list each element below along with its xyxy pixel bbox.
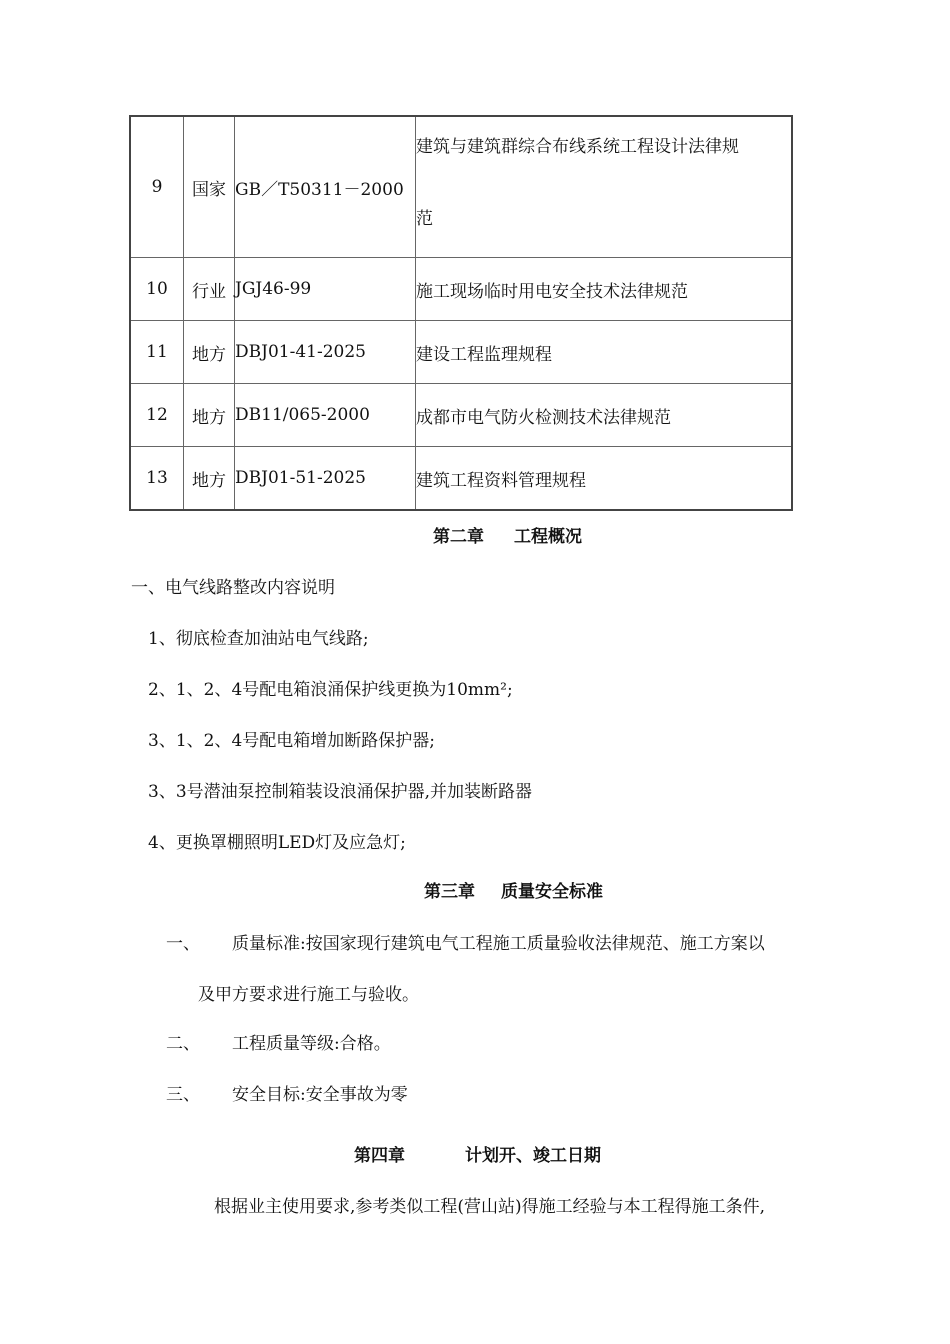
chapter4-heading-num: 第四章 [354,1146,405,1166]
table-row [130,116,792,258]
chapter2-heading-title: 工程概况 [514,527,582,547]
chapter2-item: 1、彻底检查加油站电气线路; [148,629,369,649]
row-title: 成都市电气防火检测技术法律规范 [416,384,793,447]
row-code: DB11/065-2000 [235,384,416,447]
row-level: 地方 [184,447,235,511]
row-title: 建设工程监理规程 [416,321,793,384]
chapter4-heading-title: 计划开、竣工日期 [465,1146,601,1166]
chapter3-heading [424,877,603,902]
chapter3-item-line: 质量标准:按国家现行建筑电气工程施工质量验收法律规范、施工方案以 [232,934,765,954]
row-level: 行业 [184,258,235,321]
chapter3-heading-num: 第三章 [424,882,475,902]
chapter3-item-line: 工程质量等级:合格。 [232,1034,391,1054]
chapter2-item: 2、1、2、4号配电箱浪涌保护线更换为10mm²; [148,680,513,700]
chapter3-marker: 一、 [166,934,200,954]
chapter2-item: 4、更换罩棚照明LED灯及应急灯; [148,833,406,853]
chapter2-heading [433,522,582,547]
chapter3-item-line: 及甲方要求进行施工与验收。 [198,985,419,1005]
chapter3-marker: 二、 [166,1034,200,1054]
row-code: JGJ46-99 [235,258,416,321]
row-title [416,116,793,258]
chapter2-section-title: 一、电气线路整改内容说明 [131,578,335,598]
row-number: 12 [130,384,184,447]
row-title-line1: 建筑与建筑群综合布线系统工程设计法律规 [416,137,739,157]
row-code: GB／T50311－2000 [235,116,416,258]
row-code: DBJ01-51-2025 [235,447,416,511]
row-title: 建筑工程资料管理规程 [416,447,793,511]
table-row [130,321,792,384]
chapter4-heading [354,1141,601,1166]
chapter3-marker: 三、 [166,1085,200,1105]
chapter3-heading-title: 质量安全标准 [501,882,603,902]
chapter2-item: 3、3号潜油泵控制箱装设浪涌保护器,并加装断路器 [148,782,533,802]
row-number: 11 [130,321,184,384]
row-level: 国家 [184,116,235,258]
row-number: 13 [130,447,184,511]
row-number: 9 [130,116,184,258]
chapter3-item-line: 安全目标:安全事故为零 [232,1085,408,1105]
table-row [130,384,792,447]
row-level: 地方 [184,321,235,384]
table-row [130,258,792,321]
row-code: DBJ01-41-2025 [235,321,416,384]
row-number: 10 [130,258,184,321]
row-title: 施工现场临时用电安全技术法律规范 [416,258,793,321]
standards-table [129,115,793,511]
row-level: 地方 [184,384,235,447]
table-row [130,447,792,511]
chapter4-paragraph: 根据业主使用要求,参考类似工程(营山站)得施工经验与本工程得施工条件, [214,1197,766,1217]
chapter2-item: 3、1、2、4号配电箱增加断路保护器; [148,731,435,751]
chapter2-heading-num: 第二章 [433,527,484,547]
row-title-line2: 范 [416,209,433,229]
